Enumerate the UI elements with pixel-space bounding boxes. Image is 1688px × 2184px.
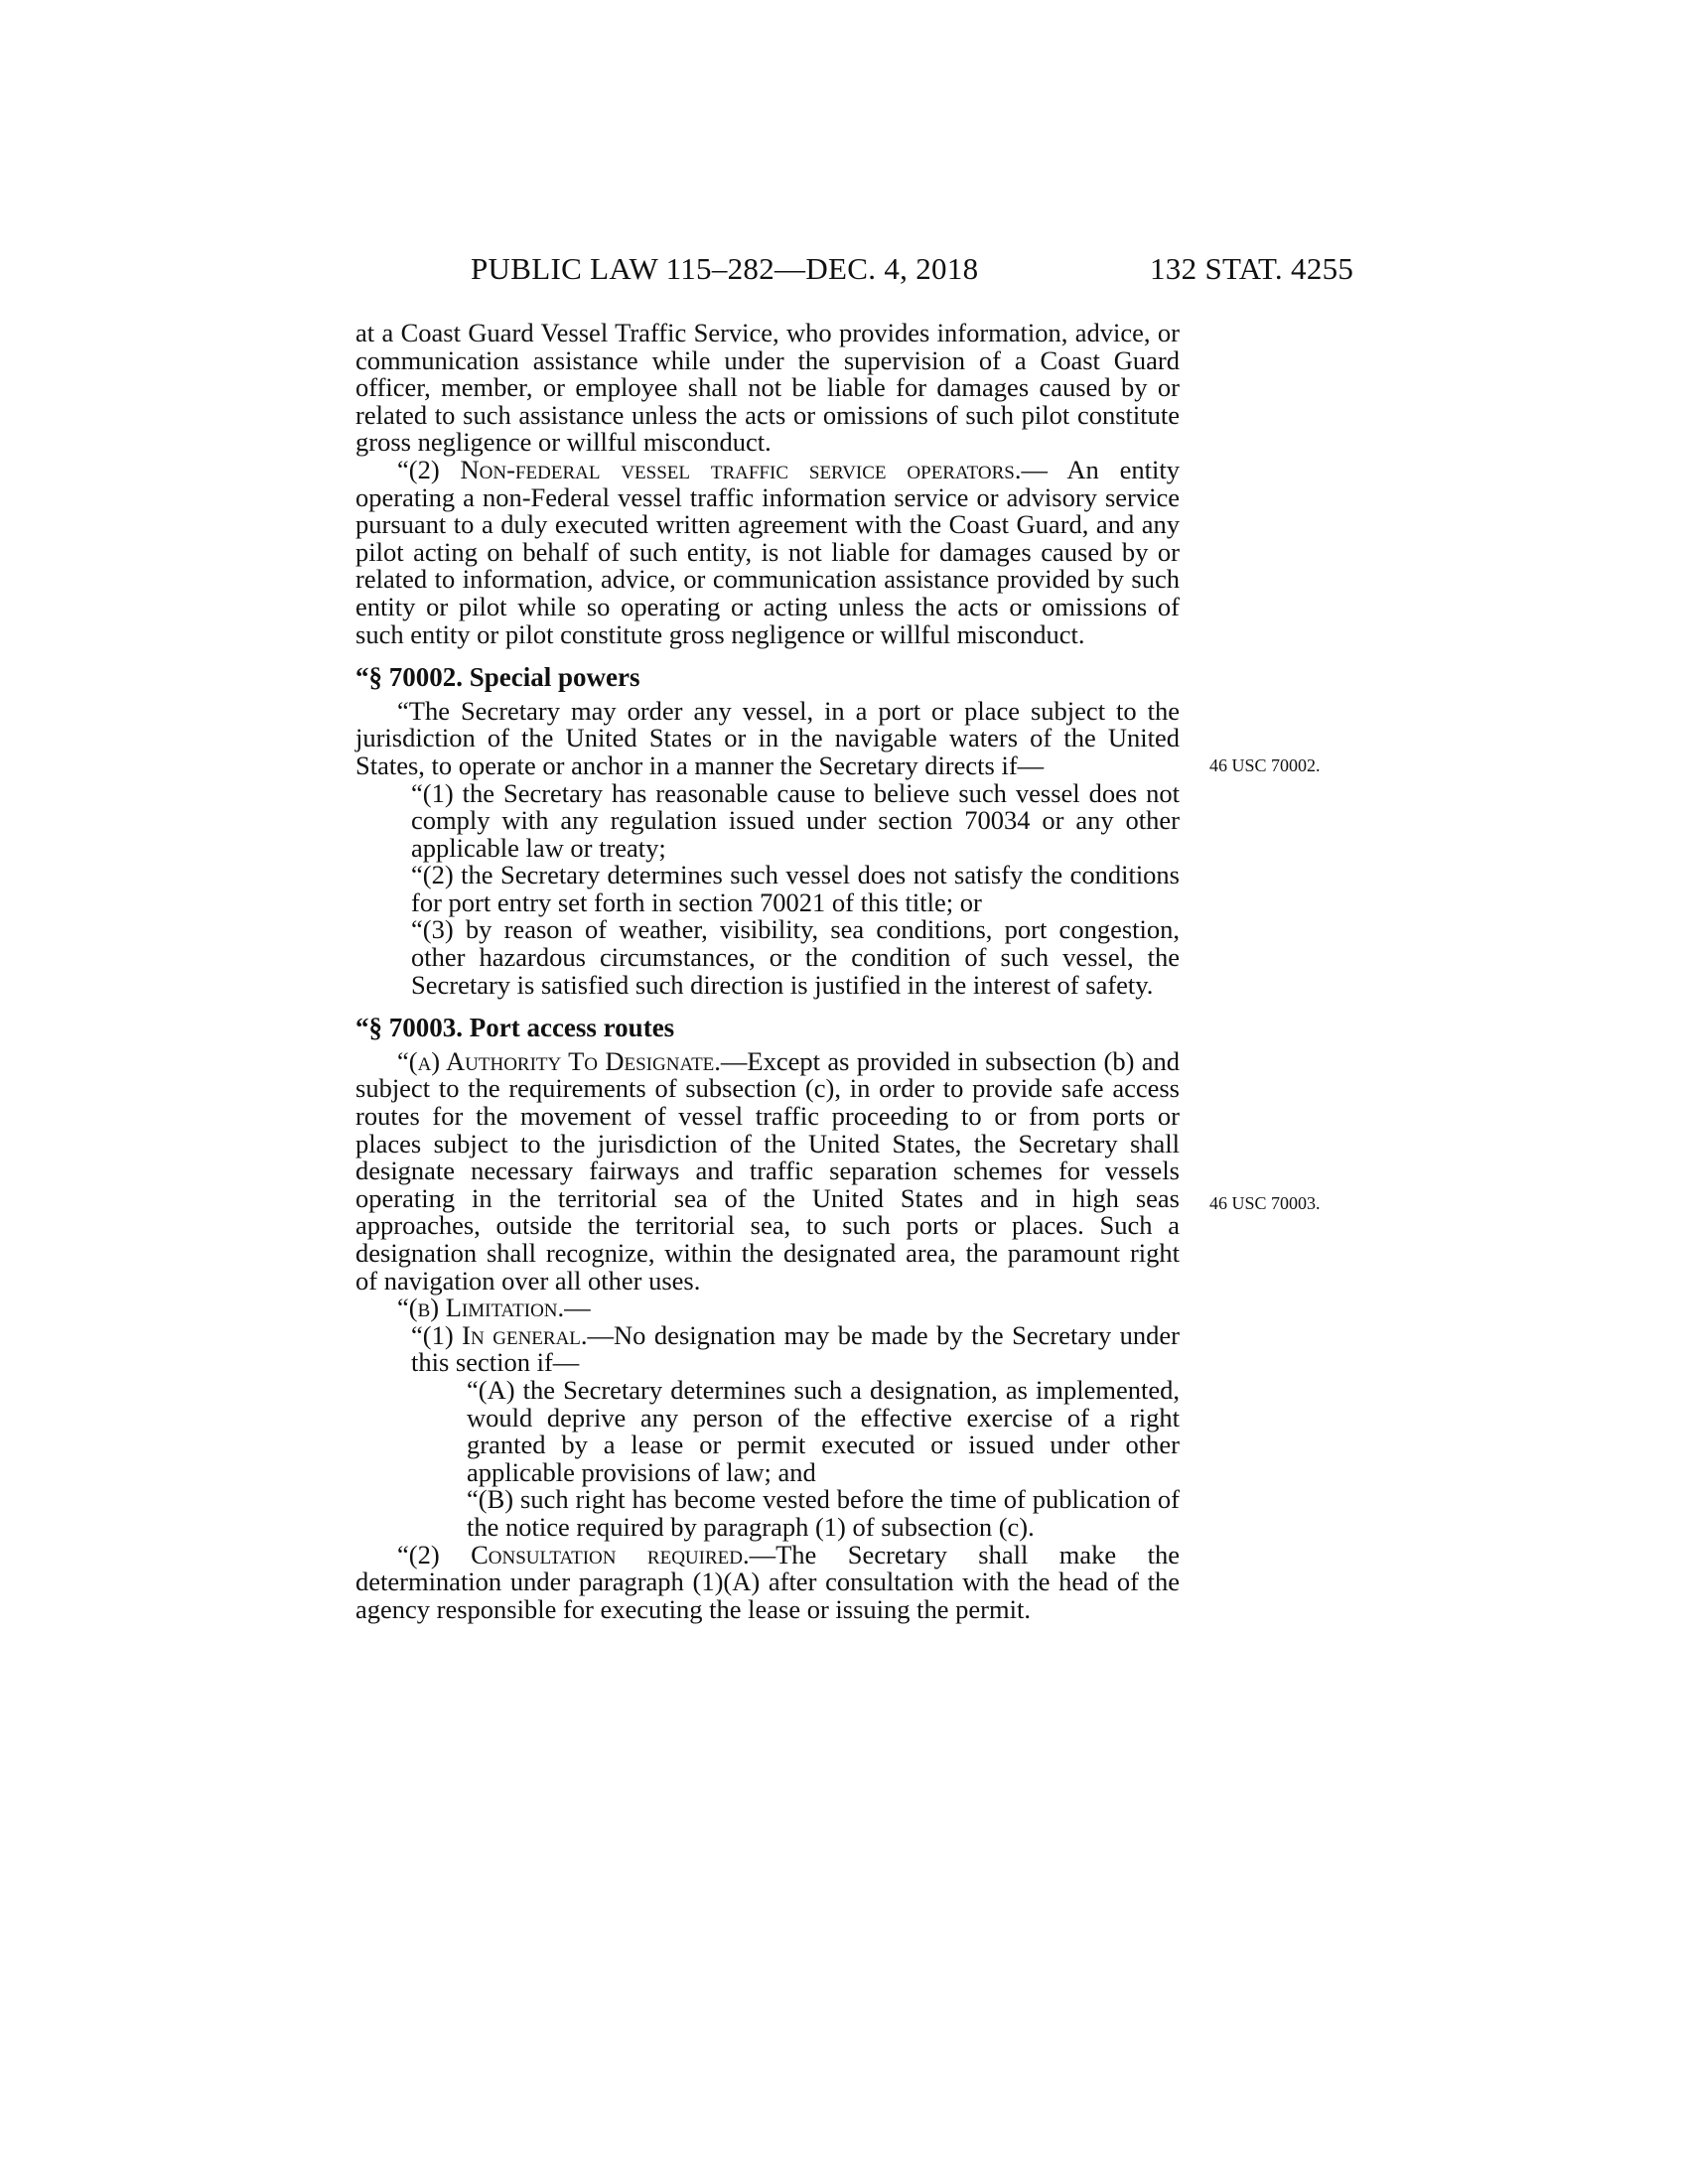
section-heading-70003: “§ 70003. Port access routes [355,1013,675,1043]
paragraph-text: The Secretary shall make the determination under paragraph (1)(A) after consultation with the head of the agency responsible for executing the lease or issuing the permit. [355,1539,1181,1624]
list-item: “(A) the Secretary determines such a designation, as implemented, would deprive any person of the effective exercise of a right granted by a lease or permit executed or issued under other applicable provisions of law; and [467,1374,1180,1487]
paragraph-authority [355,1045,1181,1296]
list-item: “(B) such right has become vested before the time of publication of the notice required by paragraph (1) of subsection (c). [467,1484,1180,1542]
paragraph-limitation [355,1295,1180,1322]
paragraph-text: An entity operating a non-Federal vessel traffic information service or advisory service pursuant to a duly executed written agreement with the Coast Guard, and any pilot acting on behalf of such entity, is not liable for damages caused by or related to information, advice, or communication assistance provided by such entity or pilot while so operating or acting unless the acts or omissions of such entity or pilot constitute gross negligence or willful misconduct. [355,454,1180,649]
paragraph-special-powers: “The Secretary may order any vessel, in a port or place subject to the jurisdiction of the United States or in the navigable waters of the United States, to operate or anchor in a manner the Secretary directs if— [355,695,1180,780]
paragraph-label: “(b) Limitation.— [397,1293,591,1323]
paragraph-label: “(2) Non-federal vessel traffic service operators.— [397,454,1048,484]
running-header-page: 132 STAT. 4255 [1150,251,1354,286]
paragraph-label: “(a) Authority To Designate.— [397,1045,748,1076]
list-item: “(3) by reason of weather, visibility, sea conditions, port congestion, other hazardous circumstances, or the condition of such vessel, the Secretary is satisfied such direction is justified in the interest of safety. [411,914,1180,1000]
paragraph-in-general [355,1319,1180,1378]
paragraph-continuation: at a Coast Guard Vessel Traffic Service, who provides information, advice, or communication assistance while under the supervision of a Coast Guard officer, member, or employee shall not be liable for damages caused by or related to such assistance unless the acts or omissions of such pilot constitute gross negligence or willful misconduct. [355,318,1180,458]
list-item: “(1) the Secretary has reasonable cause to believe such vessel does not comply with any regulation issued under section 70034 or any other applicable law or treaty; [411,777,1180,863]
running-header-title: PUBLIC LAW 115–282—DEC. 4, 2018 [471,251,979,286]
margin-note-70002: 46 USC 70002. [1209,755,1321,775]
section-heading-70002: “§ 70002. Special powers [355,662,640,693]
paragraph-text: Except as provided in subsection (b) and subject to the requirements of subsection (c), in order to provide safe access routes for the movement of vessel traffic proceeding to or from ports or places subject to the jurisdiction of the United States, the Secretary shall designate necessary fairways and traffic separation schemes for vessels operating in the territorial sea of the United States and in high seas approaches, outside the territorial sea, to such ports or places. Such a designation shall recognize, within the designated area, the paramount right of navigation over all other uses. [355,1045,1181,1296]
paragraph-nonfederal-operators [355,454,1180,649]
list-item: “(2) the Secretary determines such vessel does not satisfy the conditions for port entry set forth in section 70021 of this title; or [411,860,1180,917]
paragraph-text: No designation may be made by the Secretary under this section if— [411,1319,1180,1378]
margin-note-70003: 46 USC 70003. [1209,1193,1321,1213]
paragraph-label: “(2) Consultation required.— [397,1539,776,1570]
paragraph-label: “(1) In general.— [411,1319,615,1350]
paragraph-consultation [355,1539,1181,1624]
document-body [355,320,1180,1623]
